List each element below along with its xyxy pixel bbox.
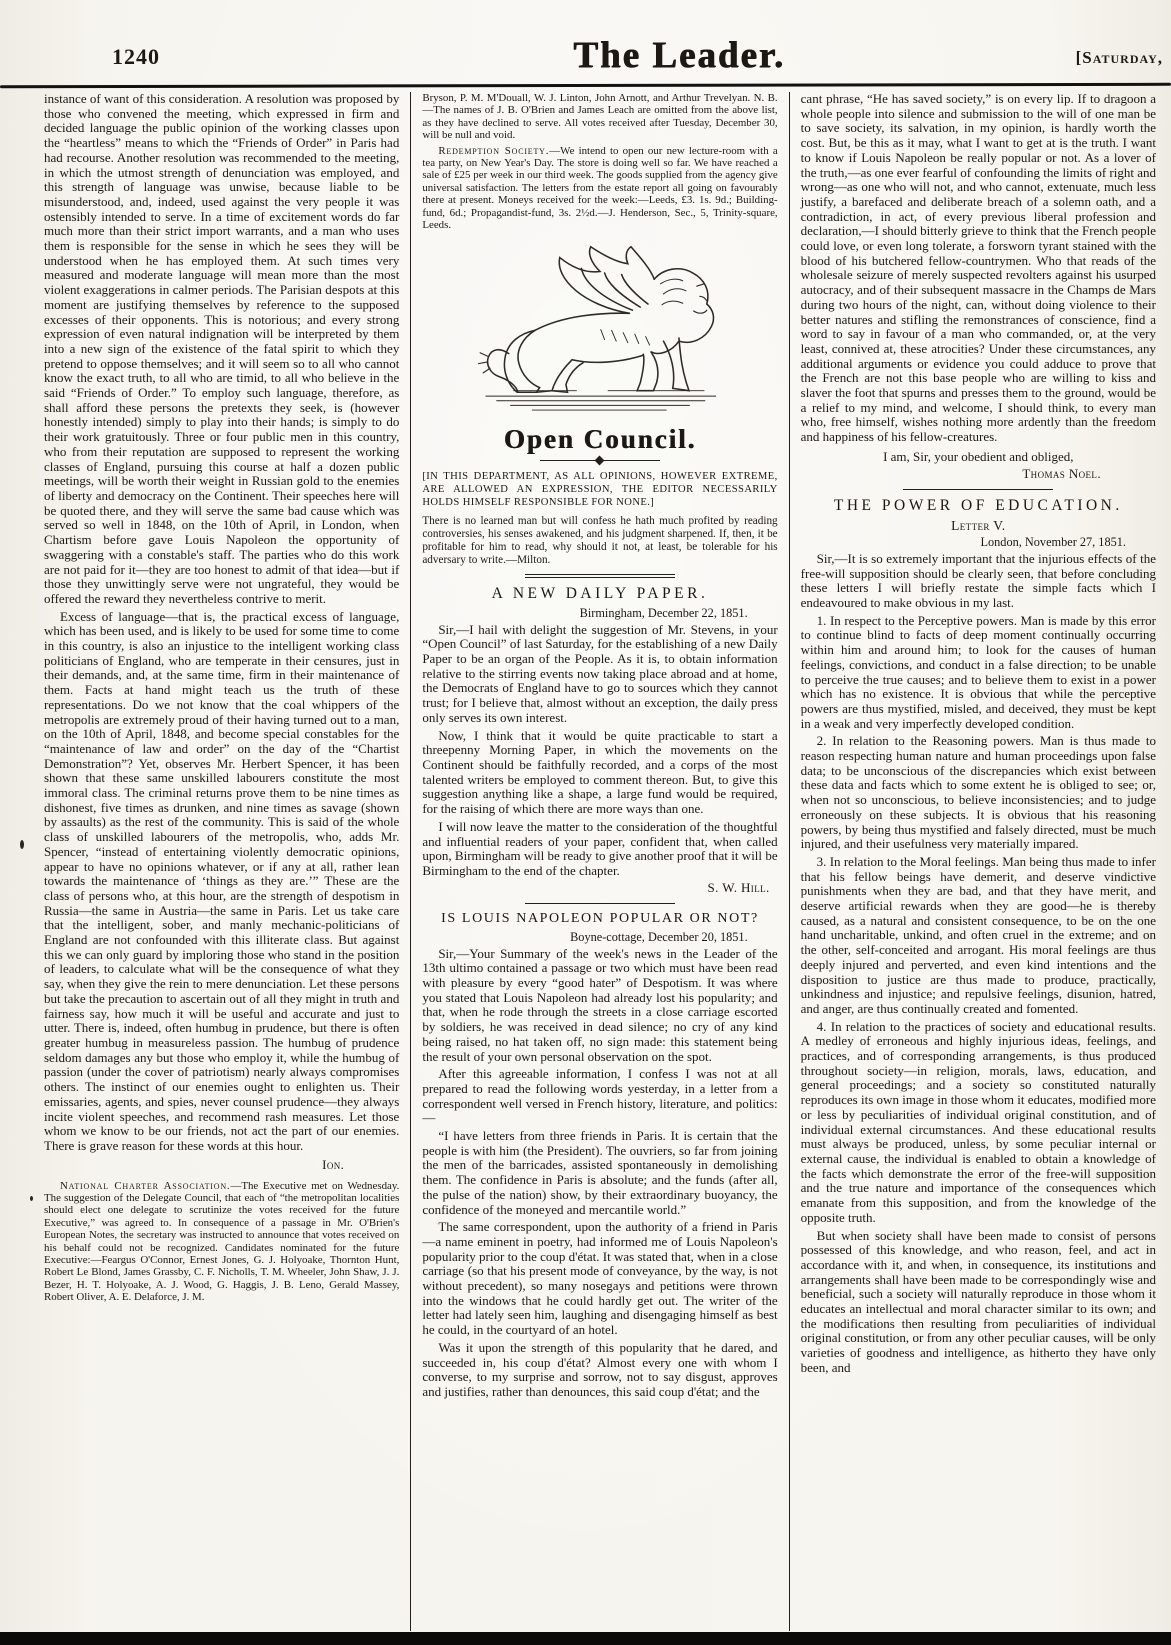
page-number: 1240 — [112, 44, 160, 69]
section-rule — [525, 574, 675, 578]
scan-speck — [30, 1196, 33, 1201]
article-paragraph: Sir,—I hail with delight the suggestion of Mr. Stevens, in your “Open Council” of last Saturday, for the establishing of a new Daily Paper to be an organ of the People. As it is, to obtain information relative to the stirring events now taking place abroad and at home, the Democrats of England have to go to sources which they cannot trust; for I believe that, almost without an exception, the daily press only serves its own interest. — [422, 621, 778, 725]
article-paragraph: I will now leave the matter to the consideration of the thoughtful and influential readers of your paper, confident that, when called upon, Birmingham will be ready to give another proof that it will be Birmingham to the end of the chapter. — [422, 818, 778, 878]
middle-column — [410, 92, 788, 1631]
leader-paragraph: Excess of language—that is, the practical excess of language, which has been used, and is likely to be used for some time to come in this country, is also an injustice to the intelligent working class politicians of England, who are temperate in their censures, just in their demands, and, at the same time, firm in their maintenance of them. Facts at hand might teach us the truth of these representations. Do we not know that the coal whippers of the metropolis are extremely proud of their having turned out to a man, on the 10th of April, 1848, and become special constables for the “maintenance of law and order” on the day of the “Chartist Demonstration”? Yet, observes Mr. Herbert Spencer, it has been shown that these same unskilled labourers constitute the most immoral class. The criminal returns prove them to be nine times as dishonest, five times as drunken, and nine times as savage (shown by assaults) as the rest of the community. This is said of the whole class of unskilled labourers of the metropolis, who, adds Mr. Spencer, “instead of entertaining violently democratic opinions, appear to have no opinions whatever, or if any at all, rather lean towards the maintenance of ‘things as they are.’” These are the class of persons who, at this hour, are the strength of despotism in Russia—the same in Austria—the same in Paris. Let us take care that the intelligent, sober, and manly mechanic-politicians of England are not confounded with this illiterate class. But against this we can only guard by imploring those who stand in the position of leaders, to calculate what will be the consequence of what they say, when they give the rein to mere denunciation. Let these persons but take the precaution to ascertain out of all they might in truth and fairness say, how much it will be useful and accurate and just to utter. There is, indeed, often humbug in prudence, but there is often greater humbug in measureless passion. The humbug of prudence seldom damages any but those who employ it, while the humbug of passion (under the cover of patriotism) nearly always compromises others. The instinct of our enemies ought to enlighten us. Their emissaries, agents, and spies, never counsel prudence—they always incite violent speeches, and recommend rash measures. Let those whom we know to be our friends, not act the part of our enemies. There is grave reason for these words at this hour. — [44, 608, 400, 1153]
article-paragraph: 4. In relation to the practices of society and educational results. A medley of erroneous and highly injurious ideas, feelings, and practices, and of corresponding arrangements, is thus produced throughout society—in religion, morals, laws, education, and general proceedings; and a society so constituted naturally reproduces its own image in those whom it educates, modified more or less by peculiarities of individual original constitution, and of individual external circumstances. And these educational results must always be produced, unless, by some peculiar internal or external cause, the individual is enabled to obtain a knowledge of the facts which demonstrate the error of the free-will supposition and the true nature and importance of the consequences which emanate from this supposition, and from the knowledge of the opposite truth. — [800, 1018, 1156, 1225]
article-subtitle: Letter V. — [951, 517, 1006, 533]
article-paragraph: “I have letters from three friends in Paris. It is certain that the people is with him (the President). The ouvriers, so far from joining the men of the barricades, assisted spontaneously in demolishing them. The confidence in Paris is absolute; and the funds (after all, the pulse of the nation) show, by their extraordinary buoyancy, the confidence of the moneyed and mercantile world.” — [422, 1128, 778, 1217]
article-paragraph: But when society shall have been made to consist of persons possessed of this knowledge, and who reason, feel, and act in accordance with it, and when, in consequence, its institutions and arrangements shall have been made to be correspondingly wise and beneficial, such a society will naturally reproduce in those whom it educates an intellectual and moral character similar to its own; and the modifications then resulting from peculiarities of individual original constitution, or from any other peculiar causes, will be only varieties of goodness and intelligence, as hitherto they have only been, and — [800, 1227, 1156, 1375]
votes-continuation: Bryson, P. M. M'Douall, W. J. Linton, John Arnott, and Arthur Trevelyan. N. B.—The names of J. B. O'Brien and James Leach are omitted from the above list, as they have declined to serve. All votes received after Tuesday, December 30, will be null and void. — [422, 92, 778, 142]
article-paragraph: After this agreeable information, I confess I was not at all prepared to read the following words yesterday, in a letter from a correspondent well versed in French history, literature, and politics:— — [422, 1066, 778, 1126]
scan-speck — [20, 840, 24, 849]
article-signature: S. W. Hill. — [707, 879, 770, 895]
editorial-disclaimer: [IN THIS DEPARTMENT, AS ALL OPINIONS, HOWEVER EXTREME, ARE ALLOWED AN EXPRESSION, THE EDITOR NECESSARILY HOLDS HIMSELF RESPONSIBLE FOR NONE.] — [422, 471, 778, 509]
article-signature: Thomas Noel. — [1022, 465, 1101, 481]
issue-day-label: [Saturday, — [1075, 48, 1163, 67]
article-paragraph: 1. In respect to the Perceptive powers. Man is made by this error to continue blind to facts of deep moment continually occurring within him and around him; to look for the causes of human feelings, convictions, and conduct in a false direction; to be unable to perceive the true causes; and to believe them to exist in a power which has no existence. It is obvious that while the perceptive powers are thus mystified, misled, and deceived, they must be kept in a weak and very imperfectly developed condition. — [800, 612, 1156, 731]
epigraph-milton: There is no learned man but will confess he hath much profited by reading controversies, his senses awakened, and his judgment sharpened. If, then, it be profitable for him to read, why should it not, at least, be tolerable for his adversary to write.—Milton. — [422, 515, 778, 566]
bottom-scan-edge — [0, 1632, 1171, 1645]
article-signature: Ion. — [322, 1156, 345, 1172]
article-title-education: THE POWER OF EDUCATION. — [833, 496, 1123, 514]
news-item-body: —The Executive met on Wednesday. The suggestion of the Delegate Council, that each of “the metropolitan localities should elect one delegate to scrutinize the votes received for the future Executive,” was agreed to. In consequence of a passage in Mr. O'Brien's European Notes, the secretary was instructed to announce that votes received on his behalf could not be recognized. Candidates nominated for the future Executive:—Feargus O'Connor, Ernest Jones, G. J. Holyoake, Thornton Hunt, Robert Le Blond, James Grassby, C. F. Nicholls, T. M. Wheeler, John Shaw, J. J. Bezer, H. T. Holyoake, A. J. Wood, G. Haggis, J. B. Leno, Gerald Massey, Robert Oliver, A. E. Delaforce, J. M. — [44, 1179, 400, 1304]
article-paragraph: 3. In relation to the Moral feelings. Man being thus made to infer that his fellow beings have demerit, and deserve vindictive punishments when they are bad, and that they have merit, and deserve artificial rewards when they are good—he is thereby caused, as a natural and consistent consequence, to be on the one hand uncharitable, unkind, and often cruel in the extreme; and on the other, self-conceited and arrogant. His moral feelings are thus deeply injured and perverted, and even kind intentions and the disposition to justice are thus made to produce, practically, unkindness and injustice; and repulsive feelings, disunion, hatred, and anger, are thus continually created and fomented. — [800, 853, 1156, 1016]
leader-paragraph: instance of want of this consideration. A resolution was proposed by those who convened the meeting, which expressed in firm and decided language the public opinion of the working classes upon the “heartless” means to which the “Friends of Order” in Paris had had recourse. Another resolution was recommended to the meeting, in which the utmost strength of denunciation was employed, and this strength of language was unwise, because liable to be misunderstood, and, indeed, used against the very people it was ostensibly intended to serve. In a time of excitement words do far much more than their strict import warrants, and a man who uses them is responsible for the sense in which he sees they will be understood when he has employed them. At such times very measured and moderate language will mean more than the most violent exaggerations in calmer periods. The Parisian despots at this moment are justifying themselves by reference to the supposed excesses of their opponents. This is notorious; and every strong expression of even natural indignation will be interpreted by them into a new sign of the existence of the fatal spirit to which they pretend to oppose themselves; and it will seem so to all who cannot know the exact truth, to all who are timid, to all who believe in the said “Friends of Order.” To employ such language, therefore, as shall afford these persons the pretexts they seek, is (however honestly intended) simply to play into their hands; is simply to do their work gratuitously. Three or four public men in this country, who from their reputation are supposed to represent the working classes of England, pursuing this course at half a dozen public meetings, will be worth their weight in Russian gold to the enemies of liberty and democracy on the Continent. Their speeches here will be quoted there, and they will serve the same bad cause which was served so well in 1848, on the 10th of April, in London, when Chartism before gave Louis Napoleon the opportunity of swaggering with a constable's staff. The parties who do this work are not paid for it—they are too honest to admit of that idea—but if those they unwittingly serve were not ungrateful, they would be offered the reward they nevertheless contrive to merit. — [44, 92, 400, 606]
article-title-new-daily-paper: A NEW DAILY PAPER. — [491, 584, 709, 602]
article-paragraph: cant phrase, “He has saved society,” is on every lip. If to dragoon a whole people into silence and submission to the will of one man be to save society, its salvation, in my opinion, is hardly worth the cost. But, be this as it may, what I want to get at is the truth. I want to know if Louis Napoleon be really popular or not. As a lover of the truth,—as one ever fearful of confounding the limits of right and wrong—as one who will not, and who cannot, extenuate, much less justify, a barefaced and deliberate breach of a solemn oath, and a contradiction, in act, of every previous liberal profession and declaration,—I should bitterly grieve to think that the French people could love, or even long tolerate, a forsworn tyrant stained with the blood of his butchered fellow-countrymen. Who that reads of the wholesale seizure of merely suspected revolters against his usurped autocracy, and of their subsequent massacre in the Champs de Mars during two hours of the night, can, without doing violence to their better natures and stifling the remonstrances of conscience, find a word to say in favour of a man who commanded, or, at the very least, connived at, these atrocities? Under these circumstances, any additional arguments or evidence you could adduce to prove that the French are not this base people who are willing to kiss and slaver the foot that spurns and presses them to the ground, would be a relief to my mind, and welcome, I should think, to every man who, free himself, wishes nothing more ardently than the freedom and happiness of his fellow-creatures. — [800, 92, 1156, 445]
article-dateline: Boyne-cottage, December 20, 1851. — [570, 929, 748, 944]
article-paragraph: Sir,—It is so extremely important that the injurious effects of the free-will supposition should be clearly seen, that before concluding these letters I will briefly restate the simple facts which I endeavoured to make obvious in my last. — [800, 550, 1156, 610]
letter-valediction: I am, Sir, your obedient and obliged, — [883, 448, 1074, 464]
article-dateline: Birmingham, December 22, 1851. — [579, 605, 748, 620]
news-item-lead: Redemption Society. — [438, 144, 550, 157]
section-rule — [525, 903, 675, 904]
left-column — [42, 92, 410, 1631]
article-title-napoleon: IS LOUIS NAPOLEON POPULAR OR NOT? — [441, 910, 759, 926]
article-paragraph: Was it upon the strength of this popularity that he dared, and succeeded in, his coup d'état? Almost every one with whom I converse, to my surprise and sorrow, not to say disgust, approves and justifies, rather than denounces, this said coup d'état; and the — [422, 1339, 778, 1399]
news-item-body: —We intend to open our new lecture-room with a tea party, on New Year's Day. The store is doing well so far. We have reached a sale of £25 per week in our third week. The goods supplied from the agency give universal satisfaction. The letters from the estate report all going on favourably there at present. Moneys received for the week:—Leeds, £3. 1s. 9d.; Building-fund, 6d.; Propagandist-fund, 3s. 2½d.—J. Henderson, Sec., 5, Trinity-square, Leeds. — [422, 144, 778, 232]
article-paragraph: Now, I think that it would be quite practicable to start a threepenny Morning Paper, in which the movements on the Continent should be faithfully recorded, and a corps of the most talented writers be employed to comment thereon. But, to give this suggestion anything like a shape, a large fund would be required, for the raising of which there are more ways than one. — [422, 727, 778, 817]
page-header — [0, 0, 1171, 82]
article-paragraph: The same correspondent, upon the authority of a friend in Paris—a name eminent in poetry, had informed me of Louis Napoleon's popularity prior to the coup d'état. It was stated that, when in a close carriage (so that his present mode of conveyance, by the way, is not without precedent), so many nosegays and petitions were thrown into the windows that he could hardly get out. The writer of the letter had lately seen him, laughing and disengaging himself as best he could, in the courtyard of an hotel. — [422, 1219, 778, 1338]
diamond-icon — [595, 456, 605, 466]
article-paragraph: 2. In relation to the Reasoning powers. Man is thus made to reason respecting human nature and human proceedings upon false data; to be unconscious of the discrepancies which exist between these data and facts which to some extent he is obliged to see; or, when not so unconscious, to believe inconsistencies; and to judge erroneously on these subjects. It is obvious that his reasoning powers, by being thus mystified and falsely directed, must be much injured, and their usefulness very materially impared. — [800, 733, 1156, 852]
section-title-open-council: Open Council. — [503, 424, 697, 455]
winged-lion-illustration — [450, 239, 750, 417]
header-rule — [0, 83, 1171, 88]
article-paragraph: Sir,—Your Summary of the week's news in the Leader of the 13th ultimo contained a passage or two which must have been read with pleasure by every “good hater” of Despotism. It was where you stated that Louis Napoleon had already lost his popularity; and that, when he rode through the streets in a close carriage escorted by soldiers, he was received in dead silence; no cry of any kind being raised, no hat taken off, no sign made: this statement being the result of your own personal observation on the spot. — [422, 945, 778, 1064]
diamond-rule — [540, 457, 660, 464]
masthead-title: The Leader. — [573, 35, 786, 76]
article-dateline: London, November 27, 1851. — [980, 534, 1126, 549]
winged-lion-figure — [422, 239, 777, 422]
news-item-charter — [44, 1180, 399, 1304]
column-layout — [42, 92, 1167, 1631]
news-item-redemption — [422, 145, 777, 232]
section-rule — [903, 489, 1053, 490]
right-column — [789, 92, 1167, 1631]
news-item-lead: National Charter Association. — [60, 1179, 231, 1192]
